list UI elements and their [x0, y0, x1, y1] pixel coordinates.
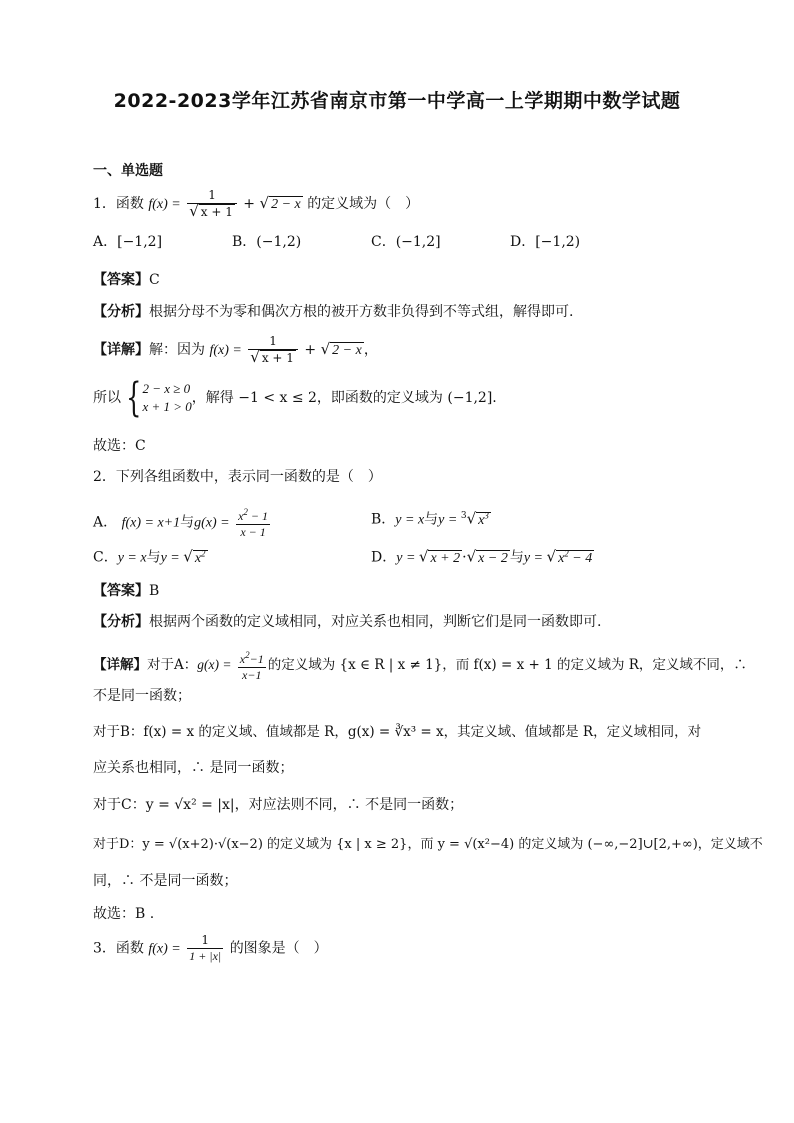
q2-analysis: 【分析】根据两个函数的定义域相同，对应关系也相同，判断它们是同一函数即可.: [93, 614, 602, 630]
q2-detail-d-cont: 同，∴ 不是同一函数；: [93, 873, 238, 889]
q1-fraction: $\frac{1}{√ x + 1}$: [187, 188, 237, 220]
q1-stem-prefix: 1．函数: [93, 196, 144, 212]
q1-option-d: D．[−1,2): [510, 234, 581, 250]
q3-stem: 3．函数 f(x) = $\frac{1}{1 + |x|}$ 的图象是（ ）: [93, 933, 328, 963]
q2-option-d: D．y = √ x + 2 ·√ x − 2 与y = √ $x^2 - 4$: [371, 547, 593, 566]
page-title: 2022-2023学年江苏省南京市第一中学高一上学期期中数学试题: [113, 90, 681, 112]
q2-detail-b: 对于B：f(x) = x 的定义域、值域都是 R，g(x) = ∛x³ = x，其定义域、值域都是 R，定义域相同，对: [93, 724, 702, 740]
q2-detail-a-cont: 不是同一函数；: [93, 688, 191, 704]
q1-stem-suffix: 的定义域为（ ）: [307, 196, 420, 212]
q1-analysis: 【分析】根据分母不为零和偶次方根的被开方数非负得到不等式组，解得即可.: [93, 304, 574, 320]
q1-choose: 故选：C: [93, 438, 146, 454]
q2-option-b: B．y = x与y = $^3$√ $x^3$: [371, 509, 489, 528]
q2-detail-d: 对于D：y = √(x+2)·√(x−2) 的定义域为 {x | x ≥ 2}，而 y = √(x²−4) 的定义域为 (−∞,−2]∪[2,+∞)，定义域不: [93, 837, 763, 852]
q1-option-c: C．(−1,2]: [371, 234, 441, 250]
q1-formula: f(x) =: [148, 197, 181, 212]
q2-option-c: C．y = x与y = √ $x^2$: [93, 547, 206, 566]
q1-system-line: 所以 { 2 − x ≥ 0 x + 1 > 0 ，解得 −1 < x ≤ 2，即函数的定义域为 (−1,2].: [93, 375, 497, 421]
section-heading: 一、单选题: [93, 163, 163, 179]
q2-stem: 2．下列各组函数中，表示同一函数的是（ ）: [93, 469, 382, 485]
q1-stem: 1．函数 f(x) = $\frac{1}{√ x + 1}$ + √ 2 − x 的定义域为（ ）: [93, 188, 420, 220]
q1-option-b: B．(−1,2): [232, 234, 302, 250]
q2-detail-a: 【详解】对于A：g(x) = $\frac{x^2-1}{x-1}$ 的定义域为 {x ∈ R | x ≠ 1}，而 f(x) = x + 1 的定义域为 R，定义域不同，∴: [93, 650, 747, 682]
q1-detail: 【详解】解：因为 f(x) = $\frac{1}{√ x + 1}$ + √ 2 − x ，: [93, 334, 378, 366]
q1-answer: 【答案】C: [93, 272, 160, 288]
q2-option-a: A． f(x) = x+1与g(x) = $\frac{x^2 - 1}{x - 1}$: [93, 507, 269, 539]
q2-detail-b-cont: 应关系也相同，∴ 是同一函数；: [93, 760, 294, 776]
q2-answer: 【答案】B: [93, 583, 160, 599]
q1-option-a: A．[−1,2]: [93, 234, 163, 250]
q2-detail-c: 对于C：y = √x² = |x|，对应法则不同，∴ 不是同一函数；: [93, 797, 464, 813]
q2-choose: 故选：B .: [93, 906, 155, 922]
